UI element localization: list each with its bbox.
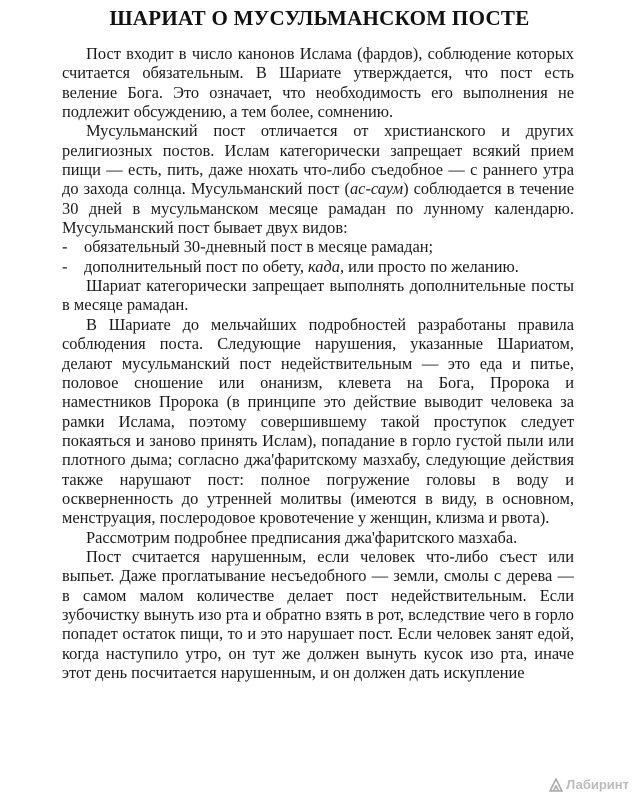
labirint-logo-icon xyxy=(549,778,563,792)
italic-term: ас-саум xyxy=(349,179,404,199)
list-dash: - xyxy=(62,256,68,276)
paragraph-1: Пост входит в число канонов Ислама (фардов), соблюдение которых считается обязательным. В Шариате утверждается, что пост есть веление Бога. Это означает, что необходимость его выполнения не подлежит обсуждению, а тем более, сомнению. xyxy=(62,44,574,122)
page-title: ШАРИАТ О МУСУЛЬМАНСКОМ ПОСТЕ xyxy=(109,6,530,30)
body-text xyxy=(62,44,574,682)
list-item xyxy=(62,237,574,256)
list-item-italic-term: када, xyxy=(308,256,345,276)
paragraph-4: В Шариате до мельчайших подробностей разработаны правила соблюдения поста. Следующие нарушения, указанные Шариатом, делают мусульманский пост недействительным — это еда и питье, половое сношение или онанизм, клевета на Бога, Пророка и наместников Пророка (в принципе это действие выводит человека за рамки Ислама, поэтому совершившему такой проступок следует покаяться и заново принять Ислам), попадание в горло густой пыли или плотного дыма; согласно джа'фаритскому мазхабу, следующие действия также нарушают пост: полное погружение головы в воду и оскверненность до утренней молитвы (имеются в виду, в основном, менструация, послеродовое кровотечение у женщин, клизма и рвота). xyxy=(62,314,574,528)
paragraph-5: Рассмотрим подробнее предписания джа'фаритского мазхаба. xyxy=(86,527,518,547)
list-item xyxy=(62,257,574,276)
labirint-watermark xyxy=(549,777,629,792)
paragraph-2: Мусульманский пост отличается от христианского и других религиозных постов. Ислам категорически запрещает всякий прием пищи — есть, пить, даже нюхать что-либо съедобное — с раннего утра до захода солнца. Мусульманский пост (ас-саум) соблюдается в течение 30 дней в мусульманском месяце рамадан по лунному календарю. Мусульманский пост бывает двух видов: xyxy=(62,121,574,238)
paragraph-6: Пост считается нарушенным, если человек что-либо съест или выпьет. Даже проглатывание несъедобного — земли, смолы с дерева — в самом малом количестве делает пост недействительным. Если зубочистку вынуть изо рта и обратно взять в рот, вследствие чего в горло попадет остаток пищи, то и это нарушает пост. Если человек занят едой, когда наступило утро, он тут же должен вынуть кусок изо рта, иначе этот день посчитается нарушенным, и он должен дать искупление xyxy=(62,546,574,682)
list-item-text: обязательный 30-дневный пост в месяце рамадан; xyxy=(84,237,434,257)
fast-types-list xyxy=(62,237,574,276)
list-dash: - xyxy=(62,237,68,257)
list-item-text-before: дополнительный пост по обету, xyxy=(84,256,309,276)
list-item-text-after: или просто по желанию. xyxy=(344,256,519,276)
watermark-text: Лабиринт xyxy=(566,777,629,792)
paragraph-3: Шариат категорически запрещает выполнять дополнительные посты в месяце рамадан. xyxy=(62,276,574,315)
